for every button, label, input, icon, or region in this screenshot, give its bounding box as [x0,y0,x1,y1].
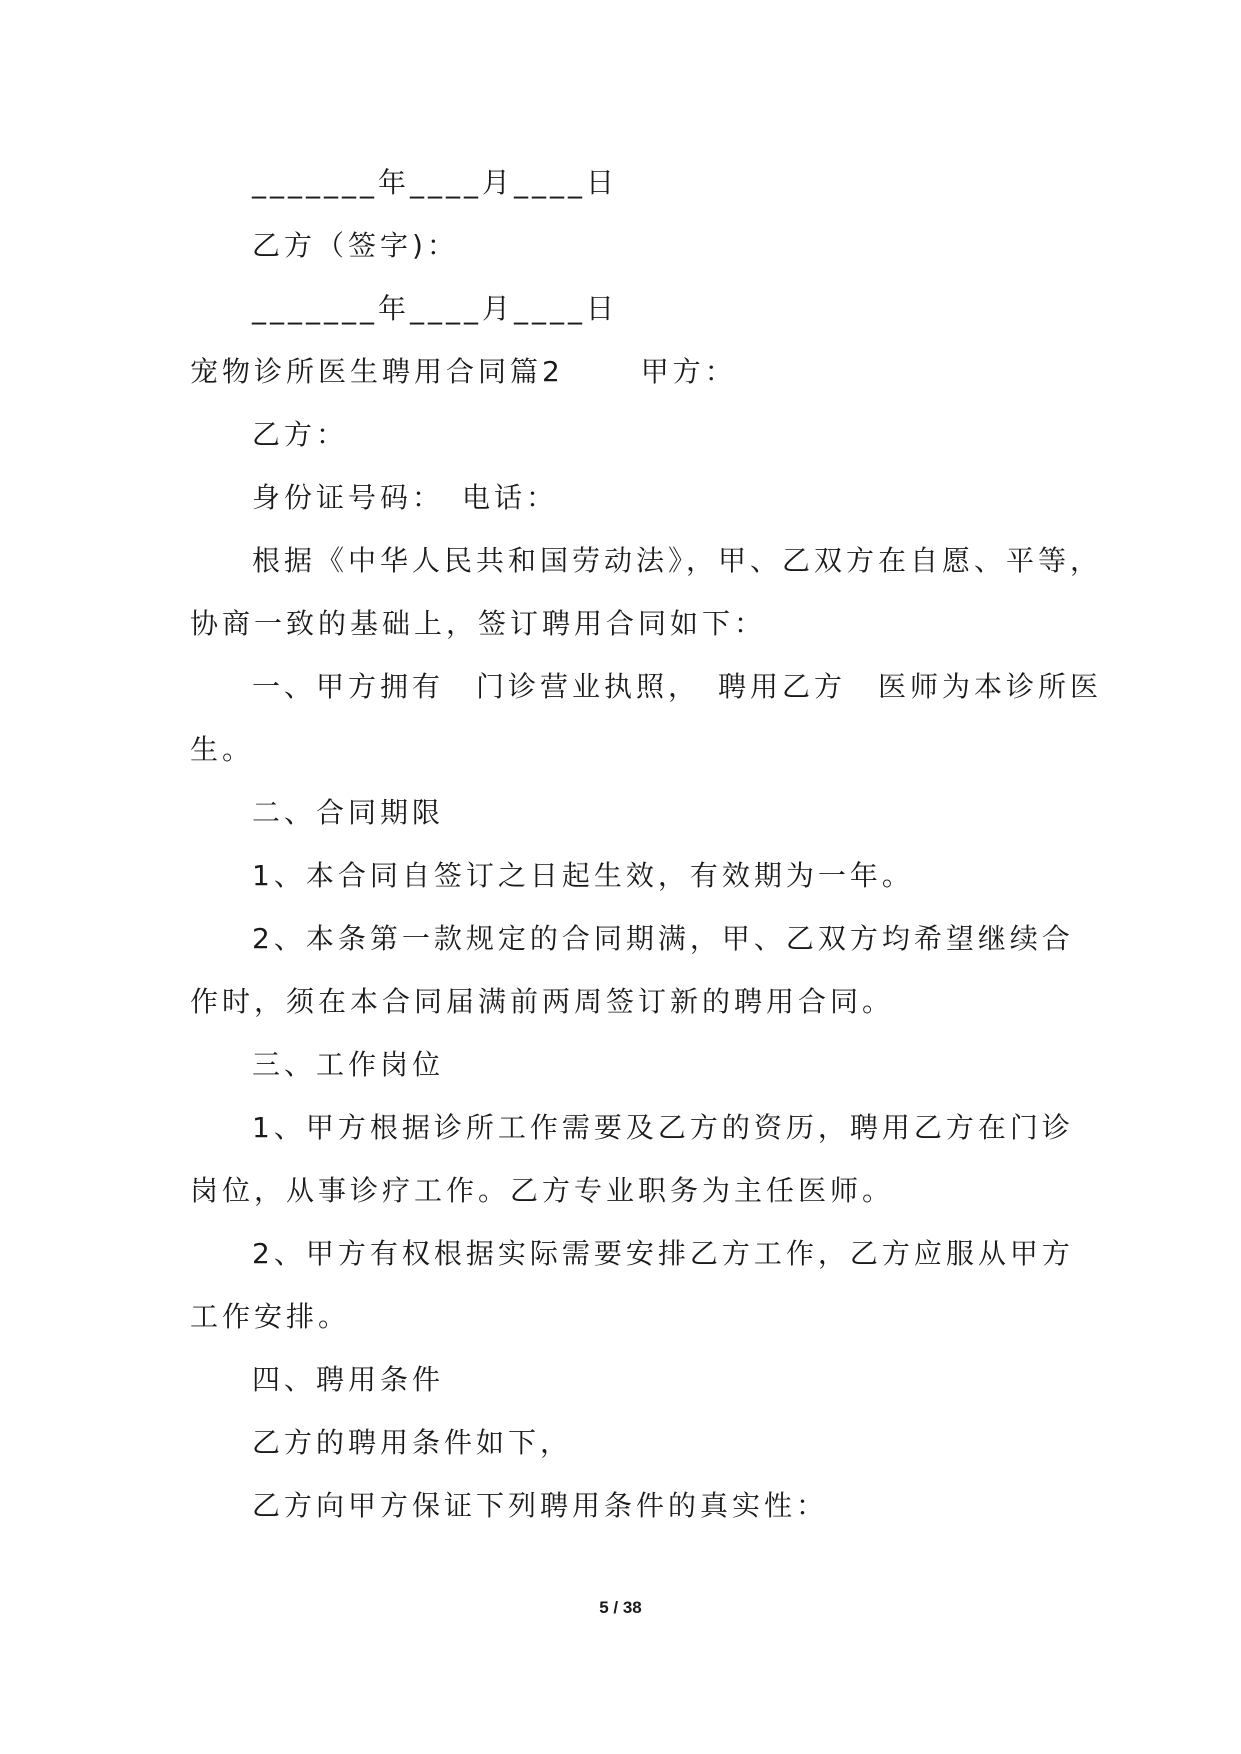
paragraph-line: 工作安排。 [190,1300,351,1333]
paragraph-line: 岗位，从事诊疗工作。乙方专业职务为主任医师。 [190,1174,895,1207]
paragraph-line: 乙方向甲方保证下列聘用条件的真实性： [252,1489,829,1522]
page-number: 5 / 38 [599,1598,642,1617]
paragraph-line: 协商一致的基础上，签订聘用合同如下： [190,607,767,640]
date-line-party-b: _______年____月____日 [252,292,619,325]
paragraph-line: 一、甲方拥有 门诊营业执照， 聘用乙方 医师为本诊所医 [252,670,1103,703]
paragraph-line: 2、甲方有权根据实际需要安排乙方工作，乙方应服从甲方 [252,1237,1074,1270]
paragraph-line: 2、本条第一款规定的合同期满，甲、乙双方均希望继续合 [252,922,1074,955]
section-heading: 二、合同期限 [252,796,445,829]
id-phone-line: 身份证号码： 电话： [252,481,559,514]
date-line-party-a: _______年____月____日 [252,166,619,199]
paragraph-line: 1、甲方根据诊所工作需要及乙方的资历，聘用乙方在门诊 [252,1111,1074,1144]
paragraph-line: 生。 [190,733,255,766]
party-b-label: 乙方： [252,418,349,451]
contract-title-line: 宠物诊所医生聘用合同篇2 甲方： [190,355,737,388]
party-b-signature-label: 乙方（签字)： [252,229,459,262]
paragraph-line: 根据《中华人民共和国劳动法》，甲、乙双方在自愿、平等， [252,544,1103,577]
paragraph-line: 作时，须在本合同届满前两周签订新的聘用合同。 [190,985,895,1018]
section-heading: 三、工作岗位 [252,1048,445,1081]
paragraph-line: 1、本合同自签订之日起生效，有效期为一年。 [252,859,914,892]
section-heading: 四、聘用条件 [252,1363,445,1396]
paragraph-line: 乙方的聘用条件如下， [252,1426,573,1459]
